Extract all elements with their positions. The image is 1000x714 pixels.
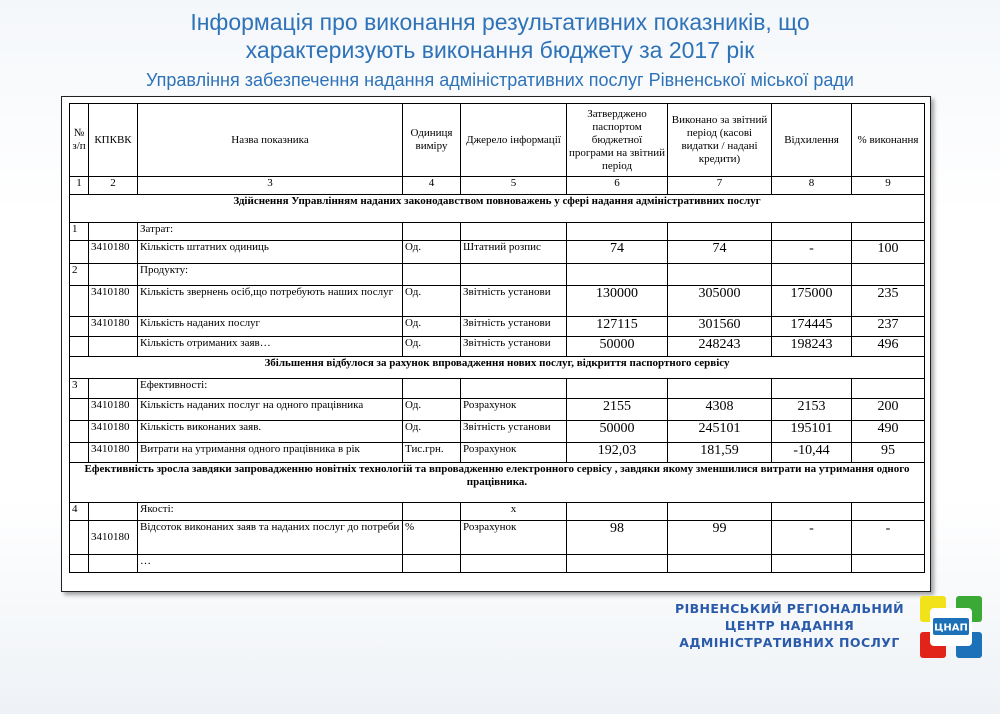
cell-approved: 98 [567, 521, 668, 555]
group-num: 2 [70, 264, 89, 286]
group-row [70, 264, 925, 286]
cell-name: Кількість наданих послуг [138, 317, 403, 337]
empty-cell [89, 223, 138, 241]
cell-approved: 127115 [567, 317, 668, 337]
empty-cell [89, 264, 138, 286]
group-label: Ефективності: [138, 379, 403, 399]
title-line-1: Інформація про виконання результативних показників, що [190, 9, 810, 35]
cell-kpkvk: 3410180 [89, 399, 138, 421]
cell-deviation: - [772, 521, 852, 555]
header-deviation: Відхилення [772, 104, 852, 177]
col-number: 8 [772, 177, 852, 195]
cell-executed: 4308 [668, 399, 772, 421]
empty-cell [461, 379, 567, 399]
cell-percent: 496 [852, 337, 925, 357]
empty-cell [852, 503, 925, 521]
emblem-badge-text: ЦНАП [934, 622, 968, 634]
cell-executed: 74 [668, 241, 772, 264]
table-row [70, 399, 925, 421]
empty-cell [461, 223, 567, 241]
section-title: Здійснення Управлінням наданих законодавством повноважень у сфері надання адміністративних послуг [70, 195, 925, 223]
table-row [70, 241, 925, 264]
cell-source: Звітність установи [461, 317, 567, 337]
cell-approved: 192,03 [567, 443, 668, 463]
col-number: 1 [70, 177, 89, 195]
empty-cell [567, 379, 668, 399]
cell-deviation: -10,44 [772, 443, 852, 463]
empty-cell [70, 521, 89, 555]
empty-cell [852, 555, 925, 573]
cell-approved: 74 [567, 241, 668, 264]
empty-cell [70, 421, 89, 443]
empty-cell [668, 264, 772, 286]
group-row [70, 503, 925, 521]
cell-executed: 305000 [668, 286, 772, 317]
cell-unit: Од. [403, 241, 461, 264]
empty-cell [461, 555, 567, 573]
logo-text [672, 600, 907, 651]
cell-unit: Од. [403, 317, 461, 337]
cell-name: Витрати на утримання одного працівника в рік [138, 443, 403, 463]
cell-name: Кількість наданих послуг на одного працівника [138, 399, 403, 421]
empty-cell [70, 399, 89, 421]
cell-deviation: 2153 [772, 399, 852, 421]
cell-kpkvk: 3410180 [89, 286, 138, 317]
empty-cell [852, 379, 925, 399]
cell-unit: % [403, 521, 461, 555]
cell-source: Звітність установи [461, 286, 567, 317]
header-unit: Одиниця виміру [403, 104, 461, 177]
group-label: Затрат: [138, 223, 403, 241]
report-table-frame [61, 96, 931, 592]
section-title: Збільшення відбулося за рахунок впровадження нових послуг, відкриття паспортного сервісу [70, 357, 925, 379]
header-approved: Затверджено паспортом бюджетної програми на звітний період [567, 104, 668, 177]
cell-deviation: 174445 [772, 317, 852, 337]
col-number: 9 [852, 177, 925, 195]
cell-kpkvk: 3410180 [89, 241, 138, 264]
cell-kpkvk: 3410180 [89, 317, 138, 337]
empty-cell [567, 503, 668, 521]
cnap-logo [672, 600, 992, 660]
header-kpkvk: КПКВК [89, 104, 138, 177]
empty-cell [668, 555, 772, 573]
cell-kpkvk: 3410180 [89, 421, 138, 443]
cell-percent: 490 [852, 421, 925, 443]
cell-percent: 235 [852, 286, 925, 317]
cell-unit: Од. [403, 286, 461, 317]
col-number: 5 [461, 177, 567, 195]
empty-cell [403, 264, 461, 286]
empty-cell [772, 503, 852, 521]
performance-indicators-table [69, 103, 925, 573]
cell-source: х [461, 503, 567, 521]
group-num: 3 [70, 379, 89, 399]
cell-approved: 50000 [567, 337, 668, 357]
logo-line-3: АДМІНІСТРАТИВНИХ ПОСЛУГ [679, 635, 900, 650]
empty-cell [461, 264, 567, 286]
empty-cell [70, 555, 89, 573]
cell-deviation: 198243 [772, 337, 852, 357]
cell-percent: 100 [852, 241, 925, 264]
page-subtitle: Управління забезпечення надання адміністративних послуг Рівненської міської ради [146, 70, 854, 90]
empty-cell [70, 443, 89, 463]
empty-cell [89, 503, 138, 521]
empty-cell [70, 337, 89, 357]
cell-approved: 130000 [567, 286, 668, 317]
column-number-row [70, 177, 925, 195]
table-row [70, 317, 925, 337]
group-num: 1 [70, 223, 89, 241]
cell-source: Розрахунок [461, 521, 567, 555]
logo-line-1: РІВНЕНСЬКИЙ РЕГІОНАЛЬНИЙ [675, 601, 904, 616]
empty-cell [70, 286, 89, 317]
col-number: 3 [138, 177, 403, 195]
cell-percent: 200 [852, 399, 925, 421]
cell-deviation: 175000 [772, 286, 852, 317]
cell-name: Кількість виконаних заяв. [138, 421, 403, 443]
group-row [70, 223, 925, 241]
cell-percent: - [852, 521, 925, 555]
cell-kpkvk: 3410180 [89, 521, 138, 555]
group-label: Якості: [138, 503, 403, 521]
section-title: Ефективність зросла завдяки запровадженню новітніх технологій та впровадженню електронного сервісу , завдяки якому зменшилися витрати на утримання одного працівника. [70, 463, 925, 503]
cell-name: Кількість звернень осіб,що потребують наших послуг [138, 286, 403, 317]
cell-approved: 2155 [567, 399, 668, 421]
cell-kpkvk: 3410180 [89, 443, 138, 463]
cell-source: Розрахунок [461, 443, 567, 463]
cell-executed: 99 [668, 521, 772, 555]
table-row [70, 286, 925, 317]
empty-cell [567, 264, 668, 286]
cell-source: Звітність установи [461, 421, 567, 443]
header-source: Джерело інформації [461, 104, 567, 177]
cell-source: Штатний розпис [461, 241, 567, 264]
empty-cell [89, 379, 138, 399]
table-row [70, 421, 925, 443]
cell-name: … [138, 555, 403, 573]
empty-cell [668, 223, 772, 241]
cell-percent: 95 [852, 443, 925, 463]
empty-cell [403, 555, 461, 573]
cell-name: Відсоток виконаних заяв та наданих послуг до потреби [138, 521, 403, 555]
section-title-row [70, 357, 925, 379]
section-title-row [70, 195, 925, 223]
table-row [70, 337, 925, 357]
empty-cell [567, 223, 668, 241]
group-num: 4 [70, 503, 89, 521]
cell-unit: Од. [403, 399, 461, 421]
section-title-row [70, 463, 925, 503]
empty-cell [772, 223, 852, 241]
table-row [70, 521, 925, 555]
group-label: Продукту: [138, 264, 403, 286]
cell-unit: Од. [403, 337, 461, 357]
col-number: 6 [567, 177, 668, 195]
empty-cell [772, 555, 852, 573]
cell-percent: 237 [852, 317, 925, 337]
empty-cell [668, 503, 772, 521]
cell-name: Кількість штатних одиниць [138, 241, 403, 264]
cell-unit: Од. [403, 421, 461, 443]
header-name: Назва показника [138, 104, 403, 177]
logo-line-2: ЦЕНТР НАДАННЯ [724, 618, 855, 633]
col-number: 4 [403, 177, 461, 195]
cell-executed: 181,59 [668, 443, 772, 463]
empty-cell [668, 379, 772, 399]
header-num: № з/п [70, 104, 89, 177]
group-row [70, 379, 925, 399]
table-row [70, 555, 925, 573]
cell-name: Кількість отриманих заяв… [138, 337, 403, 357]
empty-cell [403, 223, 461, 241]
cell-unit: Тис.грн. [403, 443, 461, 463]
col-number: 2 [89, 177, 138, 195]
header-percent: % виконання [852, 104, 925, 177]
cell-executed: 248243 [668, 337, 772, 357]
empty-cell [567, 555, 668, 573]
empty-cell [89, 555, 138, 573]
empty-cell [852, 264, 925, 286]
cell-kpkvk [89, 337, 138, 357]
empty-cell [70, 317, 89, 337]
empty-cell [772, 264, 852, 286]
cell-source: Розрахунок [461, 399, 567, 421]
col-number: 7 [668, 177, 772, 195]
cell-deviation: - [772, 241, 852, 264]
cnap-emblem-icon [918, 594, 984, 660]
empty-cell [403, 503, 461, 521]
cell-approved: 50000 [567, 421, 668, 443]
cell-source: Звітність установи [461, 337, 567, 357]
empty-cell [852, 223, 925, 241]
cell-executed: 301560 [668, 317, 772, 337]
title-line-2: характеризують виконання бюджету за 2017 рік [245, 37, 755, 63]
empty-cell [403, 379, 461, 399]
empty-cell [70, 241, 89, 264]
table-header-row [70, 104, 925, 177]
cell-executed: 245101 [668, 421, 772, 443]
cell-deviation: 195101 [772, 421, 852, 443]
page-title [0, 8, 1000, 64]
empty-cell [772, 379, 852, 399]
table-row [70, 443, 925, 463]
header-executed: Виконано за звітний період (касові видатки / надані кредити) [668, 104, 772, 177]
